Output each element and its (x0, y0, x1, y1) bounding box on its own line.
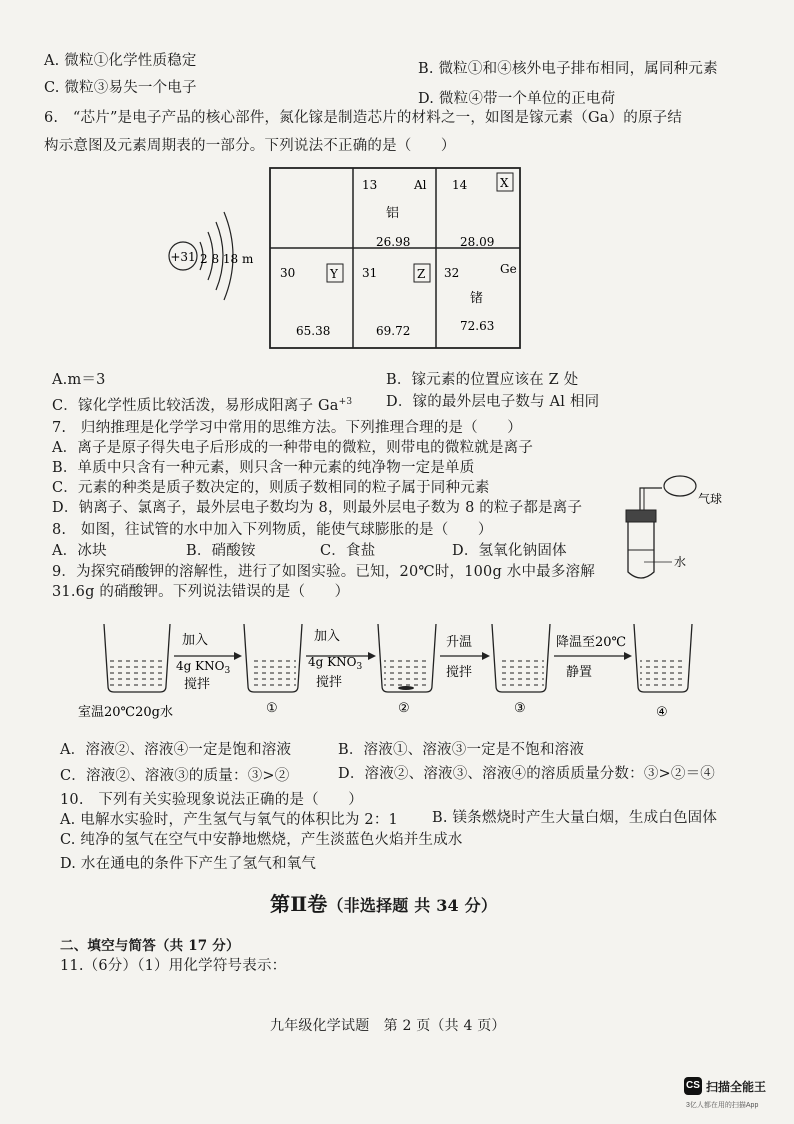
q10-stem: 10. 下列有关实验现象说法正确的是（ ） (60, 792, 363, 808)
cell-y-num: 30 (280, 266, 296, 280)
q10-option-c: C. 纯净的氢气在空气中安静地燃烧，产生淡蓝色火焰并生成水 (60, 832, 463, 848)
q5-option-a: A. 微粒①化学性质稳定 (44, 53, 197, 69)
cell-al-mass: 26.98 (376, 235, 411, 249)
camscanner-logo: CS (684, 1077, 702, 1095)
cell-al-sym: Al (414, 178, 427, 192)
step2-mid: 4g $KNO_3$ (308, 655, 363, 672)
q6-option-d: D．镓的最外层电子数与 Al 相同 (386, 394, 600, 410)
cell-x-mass: 28.09 (460, 235, 495, 249)
q11-stem: 11.（6分）（1）用化学符号表示： (60, 958, 287, 974)
step1-bottom: 搅拌 (184, 677, 211, 692)
step1-mid: 4g $KNO_3$ (176, 659, 231, 676)
cell-ge-num: 32 (444, 266, 460, 280)
cell-z-mass: 69.72 (376, 324, 411, 338)
camscanner-tagline: 3亿人都在用的扫描App (686, 1102, 759, 1109)
q7-option-d: D．钠离子、氯离子，最外层电子数均为 8，则最外层电子数为 8 的粒子都是离子 (52, 500, 583, 516)
beaker-label-2: ② (398, 701, 410, 716)
step4-top: 降温至20℃ (556, 635, 627, 650)
q5-option-b: B. 微粒①和④核外电子排布相同，属同种元素 (418, 61, 718, 77)
q9-stem: 9．为探究硝酸钾的溶解性，进行了如图实验。已知，20℃时，100g 水中最多溶解 (52, 564, 595, 580)
cell-ge-sym: Ge (500, 262, 517, 276)
q10-option-b: B. 镁条燃烧时产生大量白烟，生成白色固体 (432, 810, 718, 826)
q10-option-d: D. 水在通电的条件下产生了氢气和氧气 (60, 856, 317, 872)
q8-option-b: B．硝酸铵 (186, 543, 256, 559)
q8-option-c: C．食盐 (320, 543, 376, 559)
q6-option-a: A.m＝3 (52, 372, 106, 388)
q9-option-a: A．溶液②、溶液④一定是饱和溶液 (60, 742, 292, 758)
q10-option-a: A. 电解水实验时，产生氢气与氧气的体积比为 2：1 (60, 812, 398, 828)
section2-title: 第Ⅱ卷 (270, 892, 328, 916)
section2-part-title: 二、填空与简答（共 17 分） (60, 938, 240, 954)
cell-y-sym: Y (330, 267, 338, 281)
beaker-label-1: ① (266, 701, 278, 716)
step1-top: 加入 (182, 633, 209, 648)
q6-figure (160, 160, 530, 350)
q6-stem: 6. “芯片”是电子产品的核心部件，氮化镓是制造芯片的材料之一，如图是镓元素（Ga）的原子结 (44, 110, 683, 126)
q8-label-balloon: 气球 (698, 492, 723, 506)
q9-option-c: C．溶液②、溶液③的质量：③>② (60, 768, 290, 784)
section2-heading (270, 888, 497, 917)
cell-x-sym: X (500, 176, 509, 190)
cell-z-sym: Z (417, 267, 426, 281)
q7-option-b: B．单质中只含有一种元素，则只含一种元素的纯净物一定是单质 (52, 460, 475, 476)
atom-shells: 2 8 18 m (200, 252, 254, 266)
cell-al-name: 铝 (386, 206, 400, 221)
step3-top: 升温 (446, 635, 473, 650)
step2-top: 加入 (314, 629, 341, 644)
q8-option-d: D．氢氧化钠固体 (452, 543, 567, 559)
atom-nucleus: +31 (170, 250, 196, 264)
q6-option-c-text: C．镓化学性质比较活泼，易形成阳离子 Ga (52, 398, 339, 414)
q8-label-water: 水 (674, 555, 687, 569)
q6-stem-2: 构示意图及元素周期表的一部分。下列说法不正确的是（ ） (44, 138, 456, 154)
q7-option-a: A．离子是原子得失电子后形成的一种带电的微粒，则带电的微粒就是离子 (52, 440, 534, 456)
q5-option-d: D. 微粒④带一个单位的正电荷 (418, 91, 616, 107)
step3-bottom: 搅拌 (446, 665, 473, 680)
camscanner-name: 扫描全能王 (706, 1080, 767, 1094)
cell-x-num: 14 (452, 178, 468, 192)
q6-option-c-sup: +3 (338, 397, 353, 407)
q9-option-b: B．溶液①、溶液③一定是不饱和溶液 (338, 742, 585, 758)
cell-ge-name: 锗 (470, 291, 484, 306)
q9-option-d: D．溶液②、溶液③、溶液④的溶质质量分数：③>②＝④ (338, 766, 715, 782)
cell-y-mass: 65.38 (296, 324, 331, 338)
q6-option-b: B．镓元素的位置应该在 Z 处 (386, 372, 579, 388)
beaker-label-3: ③ (514, 701, 526, 716)
q5-option-c: C. 微粒③易失一个电子 (44, 80, 197, 96)
beaker-label-4: ④ (656, 705, 668, 720)
q9-experiment-figure (78, 604, 718, 726)
q7-stem: 7. 归纳推理是化学学习中常用的思维方法。下列推理合理的是（ ） (52, 420, 522, 436)
step2-bottom: 搅拌 (316, 675, 343, 690)
page-footer: 九年级化学试题 第 2 页（共 4 页） (270, 1018, 506, 1034)
cell-al-num: 13 (362, 178, 378, 192)
q8-option-a: A．冰块 (52, 543, 107, 559)
q8-stem: 8. 如图，往试管的水中加入下列物质，能使气球膨胀的是（ ） (52, 522, 493, 538)
cell-z-num: 31 (362, 266, 378, 280)
q6-option-c (52, 394, 352, 415)
cell-ge-mass: 72.63 (460, 319, 495, 333)
step4-bottom: 静置 (566, 665, 593, 680)
section2-subtitle: （非选择题 共 34 分） (327, 896, 498, 915)
q9-stem-2: 31.6g 的硝酸钾。下列说法错误的是（ ） (52, 584, 350, 600)
start-label: 室温20℃20g水 (78, 705, 173, 720)
q7-option-c: C．元素的种类是质子数决定的，则质子数相同的粒子属于同种元素 (52, 480, 490, 496)
q8-test-tube-figure (606, 468, 726, 586)
